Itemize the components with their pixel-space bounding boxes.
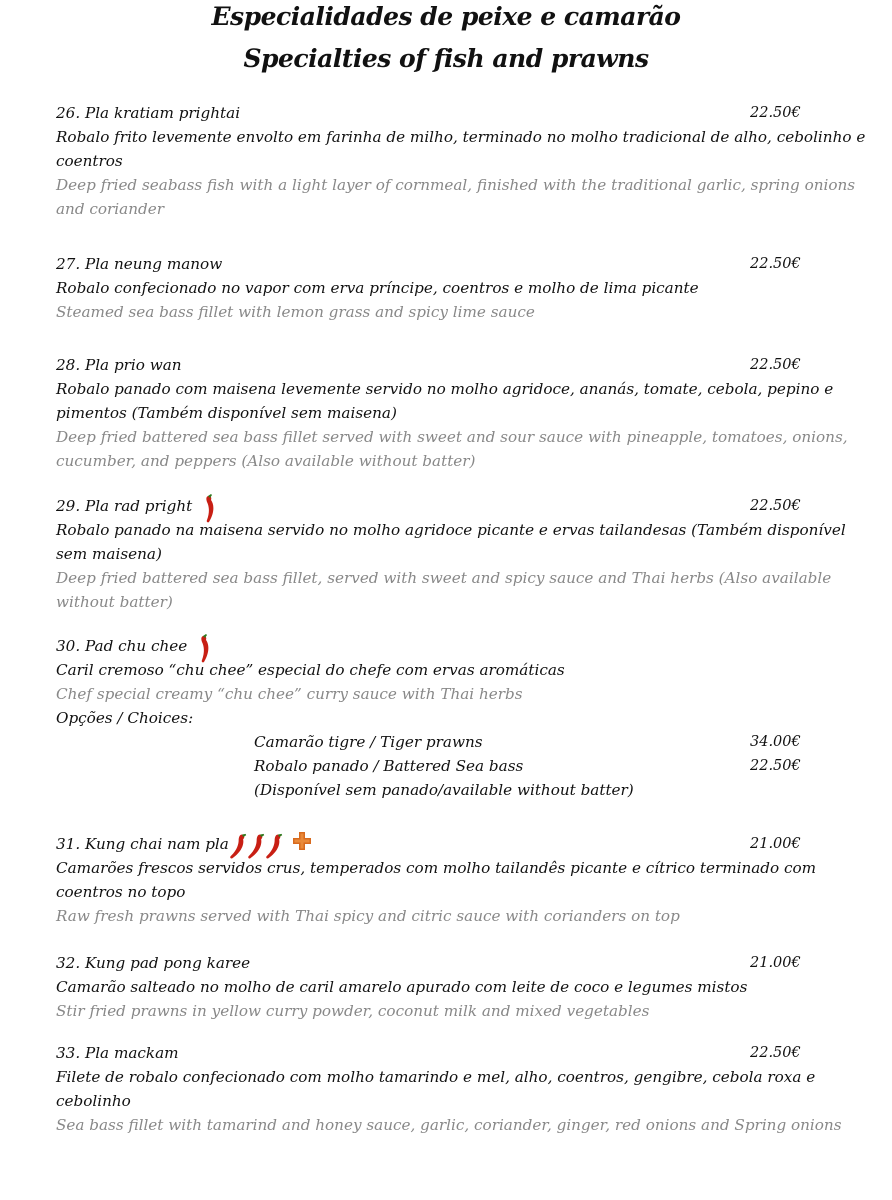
dish-31 xyxy=(56,832,866,928)
dish-description-pt: Robalo panado com maisena levemente servido no molho agridoce, ananás, tomate, cebola, pepino e pimentos (Também disponível sem maisena) xyxy=(56,380,834,422)
options-label: Opções / Choices: xyxy=(56,709,194,727)
dish-header xyxy=(56,252,866,276)
dish-name: 32. Kung pad pong karee xyxy=(56,954,251,972)
dish-28 xyxy=(56,353,866,473)
dish-name: 29. Pla rad pright xyxy=(56,497,193,515)
page-title-en: Specialties of fish and prawns xyxy=(243,44,649,73)
dish-description-pt: Robalo panado na maisena servido no molho agridoce picante e ervas tailandesas (Também disponível sem maisena) xyxy=(56,521,846,563)
dish-description-pt: Caril cremoso “chu chee” especial do chefe com ervas aromáticas xyxy=(56,661,565,679)
option-name: Camarão tigre / Tiger prawns xyxy=(254,733,483,751)
dish-description-pt: Filete de robalo confecionado com molho tamarindo e mel, alho, coentros, gengibre, cebola roxa e cebolinho xyxy=(56,1068,816,1110)
dish-price: 22.50€ xyxy=(750,1045,801,1061)
dish-name: 28. Pla prio wan xyxy=(56,356,182,374)
dish-description-pt: Camarões frescos servidos crus, temperados com molho tailandês picante e cítrico terminado com coentros no topo xyxy=(56,859,817,901)
dish-27 xyxy=(56,252,866,324)
dish-description-en: Chef special creamy “chu chee” curry sauce with Thai herbs xyxy=(56,685,523,703)
dish-header xyxy=(56,634,866,658)
dish-header xyxy=(56,832,866,856)
option-price: 22.50€ xyxy=(750,758,801,774)
dish-description-en: Stir fried prawns in yellow curry powder, coconut milk and mixed vegetables xyxy=(56,1002,650,1020)
dish-description-pt: Camarão salteado no molho de caril amarelo apurado com leite de coco e legumes mistos xyxy=(56,978,748,996)
dish-description-en: Deep fried battered sea bass fillet, served with sweet and spicy sauce and Thai herbs (Also available without batter) xyxy=(56,569,832,611)
dish-name: 30. Pad chu chee xyxy=(56,637,188,655)
dish-description-en: Raw fresh prawns served with Thai spicy and citric sauce with corianders on top xyxy=(56,907,680,925)
dish-29 xyxy=(56,494,866,614)
page-title-pt: Especialidades de peixe e camarão xyxy=(211,2,681,31)
dish-30 xyxy=(56,634,866,802)
dish-32 xyxy=(56,951,866,1023)
option-note-text: (Disponível sem panado/available without batter) xyxy=(254,781,634,799)
dish-header xyxy=(56,951,866,975)
dish-description-en: Deep fried seabass fish with a light layer of cornmeal, finished with the traditional garlic, spring onions and coriander xyxy=(56,176,856,218)
dish-description-en: Deep fried battered sea bass fillet served with sweet and sour sauce with pineapple, tomatoes, onions, cucumber, and peppers (Also available without batter) xyxy=(56,428,848,470)
dish-name: 27. Pla neung manow xyxy=(56,255,223,273)
option-name: Robalo panado / Battered Sea bass xyxy=(254,757,524,775)
plus-icon xyxy=(293,832,311,857)
dish-price: 22.50€ xyxy=(750,357,801,373)
dish-33 xyxy=(56,1041,866,1137)
dish-description-pt: Robalo frito levemente envolto em farinha de milho, terminado no molho tradicional de alho, cebolinho e coentros xyxy=(56,128,866,170)
dish-name: 31. Kung chai nam pla xyxy=(56,835,229,853)
dish-header xyxy=(56,1041,866,1065)
dish-header xyxy=(56,101,866,125)
dish-price: 22.50€ xyxy=(750,498,801,514)
dish-price: 22.50€ xyxy=(750,256,801,272)
option-note xyxy=(56,778,866,802)
dish-price: 21.00€ xyxy=(750,955,801,971)
dish-description-pt: Robalo confecionado no vapor com erva príncipe, coentros e molho de lima picante xyxy=(56,279,699,297)
dish-26 xyxy=(56,101,866,221)
dish-price: 21.00€ xyxy=(750,836,801,852)
dish-description-en: Steamed sea bass fillet with lemon grass and spicy lime sauce xyxy=(56,303,535,321)
option-price: 34.00€ xyxy=(750,734,801,750)
dish-name: 33. Pla mackam xyxy=(56,1044,179,1062)
dish-description-en: Sea bass fillet with tamarind and honey sauce, garlic, coriander, ginger, red onions and Spring onions xyxy=(56,1116,842,1134)
dish-name: 26. Pla kratiam prightai xyxy=(56,104,241,122)
dish-header xyxy=(56,494,866,518)
option-row xyxy=(56,730,866,754)
option-row xyxy=(56,754,866,778)
dish-price: 22.50€ xyxy=(750,105,801,121)
dish-header xyxy=(56,353,866,377)
